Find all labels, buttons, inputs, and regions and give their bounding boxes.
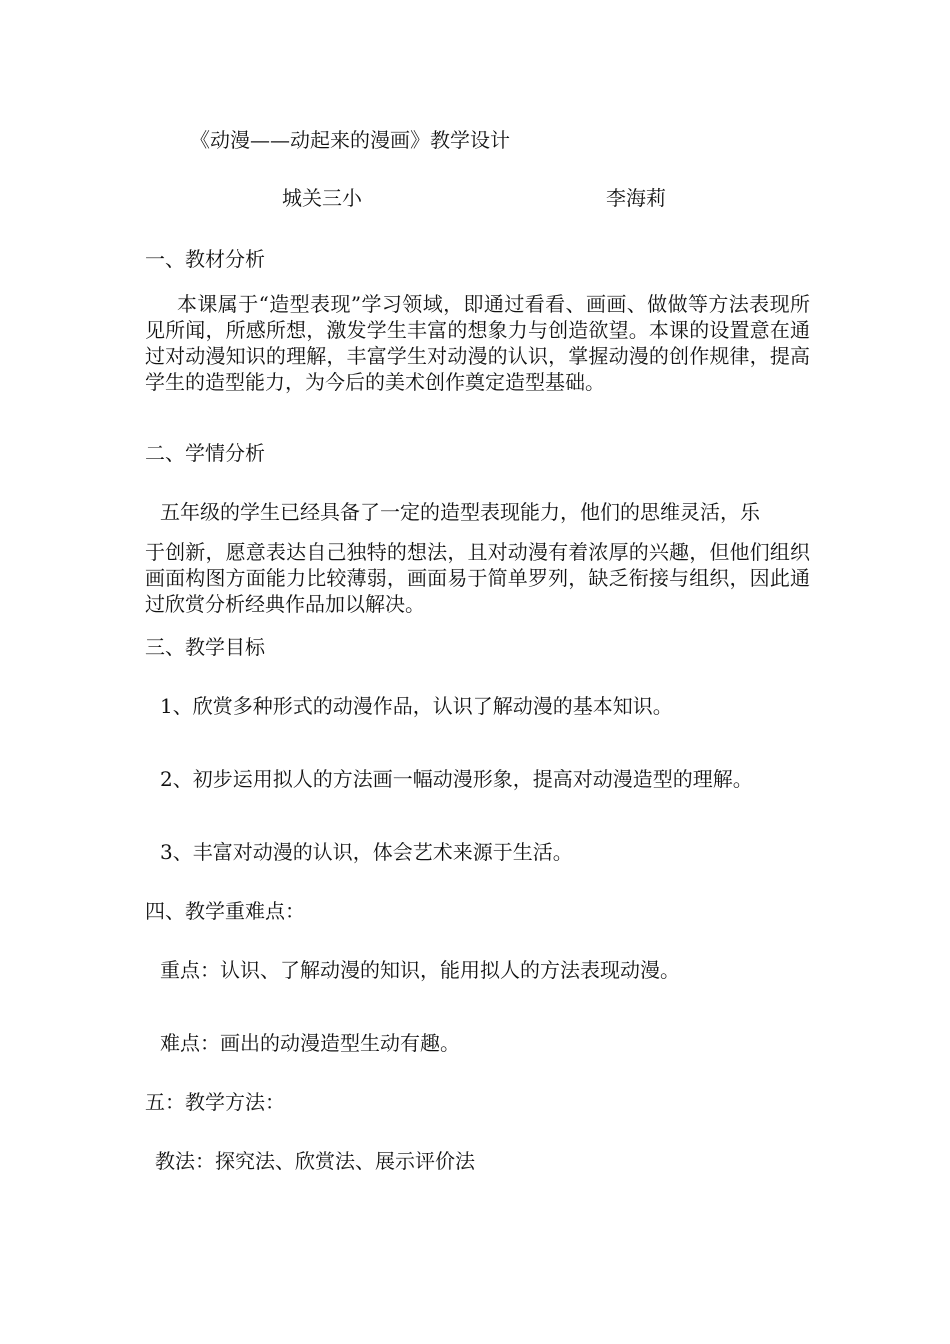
author-school: 城关三小: [282, 186, 362, 210]
difficult-point-text: 难点：画出的动漫造型生动有趣。: [160, 1031, 460, 1055]
teaching-goal-item: 2、初步运用拟人的方法画一幅动漫形象，提高对动漫造型的理解。: [160, 767, 753, 791]
student-analysis-text: 于创新，愿意表达自己独特的想法，且对动漫有着浓厚的兴趣，但他们组织画面构图方面能力比较薄弱，画面易于简单罗列，缺乏衔接与组织，因此通过欣赏分析经典作品加以解决。: [145, 540, 810, 616]
document-title: 《动漫——动起来的漫画》教学设计: [190, 128, 510, 152]
materials-analysis-paragraph: [145, 291, 810, 395]
materials-analysis-text: 本课属于“造型表现”学习领域，即通过看看、画画、做做等方法表现所见所闻，所感所想，激发学生丰富的想象力与创造欲望。本课的设置意在通过对动漫知识的理解，丰富学生对动漫的认识，掌握动漫的创作规律，提高学生的造型能力，为今后的美术创作奠定造型基础。: [145, 292, 810, 394]
teaching-goal-item: 3、丰富对动漫的认识，体会艺术来源于生活。: [160, 840, 573, 864]
section-heading-student-analysis: 二、学情分析: [145, 441, 265, 465]
author-name: 李海莉: [606, 186, 666, 210]
section-heading-materials-analysis: 一、教材分析: [145, 247, 265, 271]
student-analysis-paragraph: [145, 539, 810, 617]
key-point-text: 重点：认识、了解动漫的知识，能用拟人的方法表现动漫。: [160, 958, 680, 982]
student-analysis-first-line: 五年级的学生已经具备了一定的造型表现能力，他们的思维灵活，乐: [160, 500, 760, 524]
section-heading-key-difficult-points: 四、教学重难点：: [145, 899, 305, 923]
teaching-goal-item: 1、欣赏多种形式的动漫作品，认识了解动漫的基本知识。: [160, 694, 673, 718]
section-heading-teaching-goals: 三、教学目标: [145, 635, 265, 659]
teaching-method-text: 教法：探究法、欣赏法、展示评价法: [155, 1149, 475, 1173]
section-heading-teaching-methods: 五：教学方法：: [145, 1090, 285, 1114]
